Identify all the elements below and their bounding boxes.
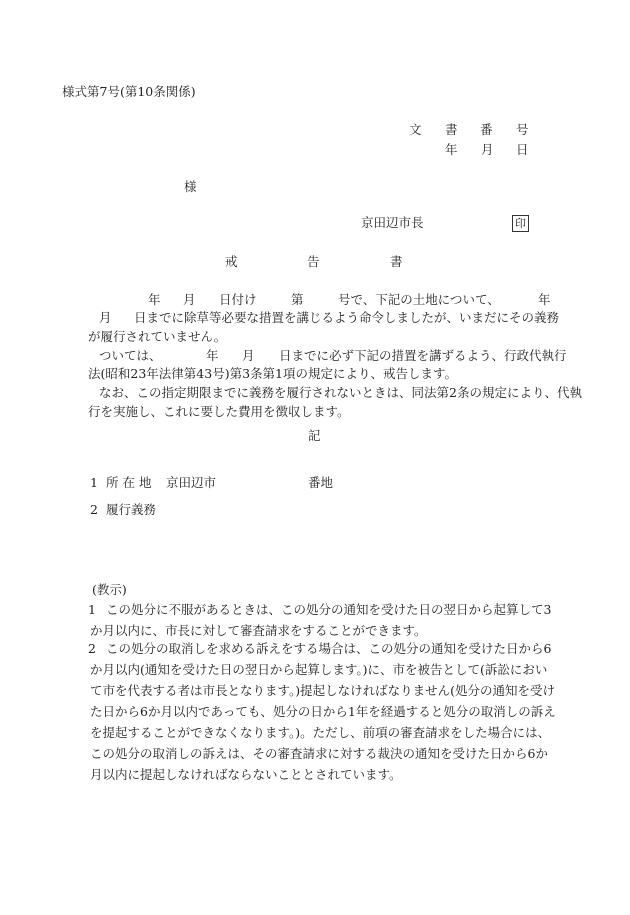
- instruction-item1-text: この処分に不服があるときは、この処分の通知を受けた日の翌日から起算して3か月以内に、市長に対して審査請求をすることができます。: [90, 602, 552, 638]
- instruction-item1-number: 1: [88, 602, 96, 617]
- addressee-suffix: 様: [184, 179, 197, 194]
- instruction-item2-text: この処分の取消しを求める訴えをする場合は、この処分の通知を受けた日から6か月以内(通知を受けた日の翌日から起算します。)に、市を被告として(訴訟において市を代表する者は市長となります。)提起しなければなりません(処分の通知を受けた日から6か月以内であっても、処分の日から1年を経過すると処分の取消しの訴えを提起することができなくなります。)。ただし、前項の審査請求をした場合には、この処分の取消しの訴えは、その審査請求に対する裁決の通知を受けた日から6か月以内に提起しなければならないこととされています。: [90, 641, 556, 782]
- instruction-heading: (教示): [92, 582, 127, 597]
- ki-heading: 記: [308, 428, 321, 443]
- form-number: 様式第7号(第10条関係): [62, 84, 196, 99]
- instruction-item2-number: 2: [88, 641, 96, 656]
- sender: 京田辺市長: [361, 215, 424, 230]
- seal-mark: 印: [512, 215, 529, 232]
